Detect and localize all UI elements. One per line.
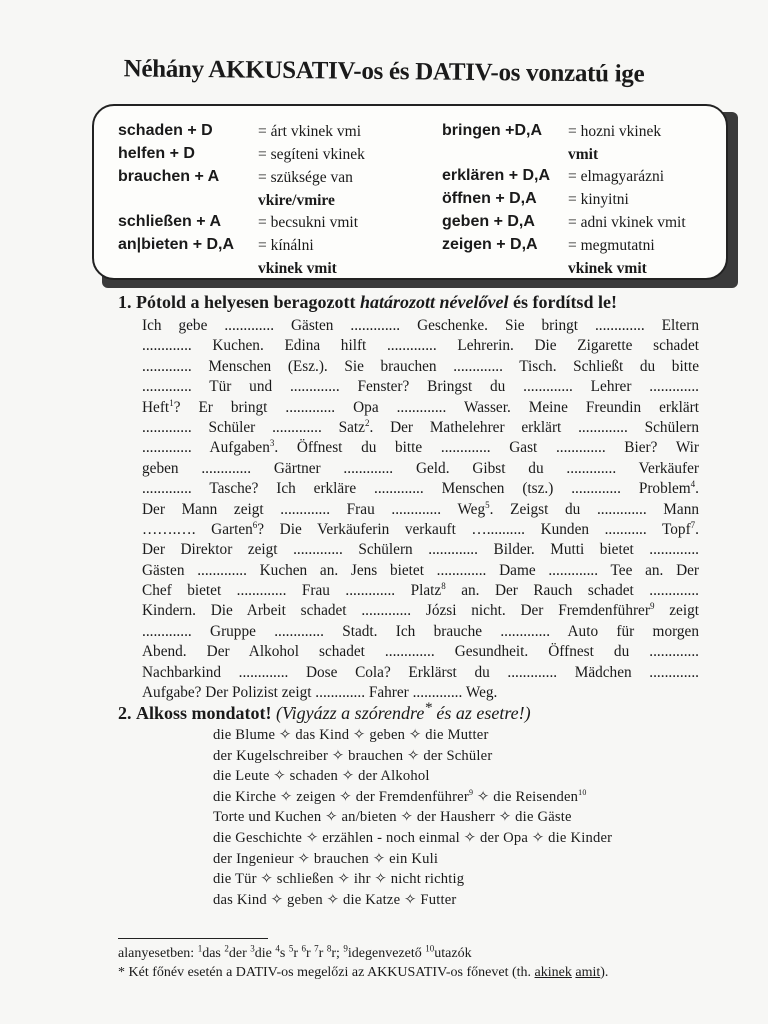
- footnote-ref: 2: [364, 417, 370, 428]
- exercise2-note-star: *: [424, 700, 432, 716]
- exercise1-line: [142, 540, 699, 560]
- line-text: Ich gebe ............. Gästen ............. Geschenke. Sie bringt ............. Eltern: [142, 317, 699, 334]
- exercise1-line: [142, 418, 699, 438]
- footnote-ref: 9: [649, 601, 655, 612]
- verb-meaning: = árt vkinek vmi: [258, 123, 362, 140]
- prompt-text: die Tür ✧ schließen ✧ ihr ✧ nicht richtig: [213, 871, 465, 888]
- prompt-text: die Leute ✧ schaden ✧ der Alkohol: [213, 768, 430, 785]
- exercise1-line: [142, 500, 699, 520]
- line-text: ............. Schüler ............. Satz: [142, 418, 365, 436]
- footnote-label: alanyesetben:: [118, 946, 195, 961]
- footnote-word: s: [279, 946, 286, 961]
- exercise2-title: [118, 700, 531, 724]
- line-text: Kindern. Die Arbeit schadet ............. Józsi nicht. Der Fremdenführer: [142, 602, 650, 620]
- footnote-line-1: [118, 944, 718, 963]
- verb-meaning: vkinek vmit: [258, 260, 337, 277]
- line-text: ............. Tasche? Ich erkläre ............. Menschen (tsz.) ............. Problem: [142, 480, 691, 498]
- exercise1-line: [142, 663, 699, 683]
- line-text-rest: ? Er bringt ............. Opa ............. Wasser. Meine Freundin erklärt: [173, 398, 699, 416]
- footnote-ref: 8: [441, 580, 446, 591]
- exercise2-number: 2.: [118, 703, 132, 723]
- line-text: Chef bietet ............. Frau ............. Platz: [142, 582, 442, 600]
- verb-meaning: = segíteni vkinek: [258, 146, 365, 163]
- verb-meaning: = kinyitni: [568, 191, 629, 208]
- footnote-2-underline-2: amit: [575, 965, 601, 980]
- footnote-ref: 3: [269, 438, 275, 449]
- exercise1-line: [142, 357, 699, 377]
- line-text: …….…. Garten: [142, 520, 253, 538]
- verb-meaning: = megmutatni: [568, 237, 655, 254]
- footnote-ref: 9: [468, 787, 474, 797]
- prompt-text: die Blume ✧ das Kind ✧ geben ✧ die Mutter: [213, 727, 489, 743]
- line-text-rest: an. Der Rauch schadet .............: [445, 582, 699, 600]
- verb-meaning: = adni vkinek vmit: [568, 214, 686, 231]
- prompt-text: Torte und Kuchen ✧ an/bieten ✧ der Hausherr ✧ die Gäste: [213, 809, 572, 826]
- prompt-text: das Kind ✧ geben ✧ die Katze ✧ Futter: [213, 891, 457, 908]
- sentence-prompt: [213, 828, 612, 849]
- verb-table-box: [92, 104, 728, 280]
- footnote-ref: 4: [690, 479, 696, 490]
- footnote-number: 4: [275, 943, 280, 954]
- footnote-word: das: [202, 946, 221, 961]
- footnote-word: r: [305, 946, 311, 961]
- footnote-word: r: [318, 946, 324, 961]
- footnote-2-pre: * Két főnév esetén a DATIV-os megelőzi az AKKUSATIV-os főnevet (th.: [118, 965, 532, 980]
- footnote-word: r;: [331, 946, 340, 961]
- sentence-prompt: [213, 869, 612, 890]
- page-title: Néhány AKKUSATIV-os és DATIV-os vonzatú ige: [123, 55, 645, 88]
- line-text-rest: . Der Mathelehrer erklärt ............. Schülern: [369, 418, 699, 436]
- footnote-ref-2: 7: [690, 519, 696, 530]
- exercise1-line: [142, 459, 699, 479]
- exercise1-number: 1.: [118, 292, 132, 312]
- footnote-ref: 5: [485, 499, 490, 510]
- line-text: Nachbarkind ............. Dose Cola? Erklärst du ............. Mädchen .............: [142, 663, 699, 681]
- sentence-prompt: [213, 746, 612, 767]
- exercise1-line: [142, 622, 699, 642]
- footnote-number: 6: [301, 943, 306, 954]
- footnotes: [118, 944, 718, 982]
- exercise2-title-text: Alkoss mondatot!: [136, 703, 272, 723]
- exercise1-line: [142, 581, 699, 601]
- verb-meaning: = elmagyarázni: [568, 168, 665, 185]
- footnote-rule: [118, 938, 268, 939]
- footnote-word: der: [228, 946, 247, 961]
- footnote-ref: 1: [169, 397, 174, 408]
- line-text: Aufgabe? Der Polizist zeigt ............. Fahrer ............. Weg.: [142, 684, 498, 702]
- line-text-rest: .: [695, 480, 699, 498]
- sentence-prompt: [213, 787, 612, 808]
- verb-meaning: vkire/vmire: [258, 192, 335, 209]
- footnote-number: 10: [425, 943, 435, 954]
- sentence-prompt: [213, 849, 612, 870]
- exercise1-title-pre: Pótold a helyesen beragozott: [136, 292, 356, 312]
- sentence-prompt: [213, 807, 612, 828]
- verb-word: helfen + D: [118, 145, 195, 162]
- verb-meaning: = becsukni vmit: [258, 214, 359, 231]
- line-text-rest: ? Die Verkäuferin verkauft ….......... Kunden ........... Topf: [257, 520, 691, 538]
- footnote-number: 7: [314, 943, 319, 954]
- verb-meaning: = szüksége van: [258, 169, 353, 186]
- verb-meaning: vkinek vmit: [568, 260, 647, 277]
- line-text: ............. Menschen (Esz.). Sie brauchen ............. Tisch. Schließt du bitte: [142, 357, 699, 375]
- exercise2-list: [213, 725, 612, 910]
- exercise2-note-post: és az esetre!): [431, 703, 531, 723]
- exercise1-line: [142, 642, 699, 662]
- verb-word: bringen +D,A: [442, 122, 543, 139]
- exercise1-text: [142, 316, 699, 703]
- verb-word: geben + D,A: [442, 213, 535, 230]
- footnote-word: r: [293, 946, 298, 961]
- exercise2-note: [276, 700, 531, 723]
- footnote-number: 2: [224, 943, 229, 954]
- footnote-number: 3: [250, 943, 255, 954]
- line-text-rest: . Öffnest du bitte ............. Gast ............. Bier? Wir: [274, 439, 699, 457]
- exercise1-line: [142, 316, 699, 336]
- verb-meaning: = hozni vkinek: [568, 123, 662, 140]
- prompt-text-rest: ✧ die Reisenden: [473, 788, 579, 805]
- line-text-rest: . Zeigst du ............. Mann: [489, 500, 699, 518]
- line-text: geben ............. Gärtner ............. Geld. Gibst du ............. Verkäufer: [142, 459, 699, 477]
- verb-meaning: vmit: [568, 146, 599, 163]
- exercise1-line: [142, 601, 699, 621]
- prompt-text: der Kugelschreiber ✧ brauchen ✧ der Schüler: [213, 747, 493, 764]
- line-text: Der Mann zeigt ............. Frau ............. Weg: [142, 500, 486, 518]
- line-text: Heft: [142, 398, 170, 416]
- line-text: Gästen ............. Kuchen an. Jens bietet ............. Dame ............. Tee an. Der: [142, 561, 699, 579]
- footnote-word: die: [254, 946, 272, 961]
- footnote-number: 1: [197, 943, 203, 954]
- footnote-ref: 6: [252, 519, 258, 530]
- line-text: ............. Aufgaben: [142, 439, 270, 457]
- footnote-2-post: ).: [600, 965, 609, 980]
- prompt-text: der Ingenieur ✧ brauchen ✧ ein Kuli: [213, 850, 439, 867]
- line-text: ............. Kuchen. Edina hilft ............. Lehrerin. Die Zigarette schadet: [142, 337, 699, 355]
- exercise1-line: [142, 336, 699, 356]
- exercise2-note-pre: (Vigyázz a szórendre: [276, 703, 425, 723]
- line-text: Der Direktor zeigt ............. Schülern ............. Bilder. Mutti bietet .............: [142, 541, 699, 559]
- exercise1-line: [142, 377, 699, 397]
- sentence-prompt: [213, 766, 612, 787]
- line-text-rest-2: .: [695, 520, 699, 538]
- exercise1-title: [118, 292, 617, 313]
- verb-word: öffnen + D,A: [442, 190, 537, 207]
- verb-word: erklären + D,A: [442, 167, 551, 184]
- exercise1-line: [142, 479, 699, 499]
- verb-word: schaden + D: [118, 122, 213, 139]
- footnote-word: utazók: [434, 946, 472, 961]
- exercise1-title-post: és fordítsd le!: [512, 292, 617, 312]
- exercise1-line: [142, 561, 699, 581]
- verb-word: schließen + A: [118, 213, 221, 230]
- verb-word: zeigen + D,A: [442, 236, 538, 253]
- footnote-number: 9: [343, 943, 348, 954]
- prompt-text: die Kirche ✧ zeigen ✧ der Fremdenführer: [213, 788, 469, 805]
- footnote-number: 8: [326, 943, 332, 954]
- footnote-word: idegenvezető: [347, 946, 422, 961]
- line-text-rest: zeigt: [654, 602, 699, 620]
- sentence-prompt: [213, 725, 612, 746]
- verb-meaning: = kínálni: [258, 237, 314, 254]
- verb-table: [92, 104, 728, 280]
- prompt-text: die Geschichte ✧ erzählen - noch einmal ✧ der Opa ✧ die Kinder: [213, 829, 613, 846]
- exercise1-line: [142, 438, 699, 458]
- footnote-ref-2: 10: [578, 787, 587, 797]
- verb-word: brauchen + A: [118, 168, 220, 185]
- sentence-prompt: [213, 890, 612, 911]
- line-text: ............. Gruppe ............. Stadt. Ich brauche ............. Auto für morgen: [142, 622, 699, 640]
- footnote-line-2: [118, 963, 718, 982]
- exercise1-line: [142, 520, 699, 540]
- footnote-2-underline-1: akinek: [534, 965, 572, 980]
- exercise1-title-italic: határozott névelővel: [359, 292, 509, 312]
- footnote-number: 5: [288, 943, 294, 954]
- line-text: Abend. Der Alkohol schadet ............. Gesundheit. Öffnest du .............: [142, 643, 699, 661]
- exercise1-line: [142, 398, 699, 418]
- line-text: ............. Tür und ............. Fenster? Bringst du ............. Lehrer .............: [142, 378, 699, 396]
- verb-word: an|bieten + D,A: [118, 236, 235, 253]
